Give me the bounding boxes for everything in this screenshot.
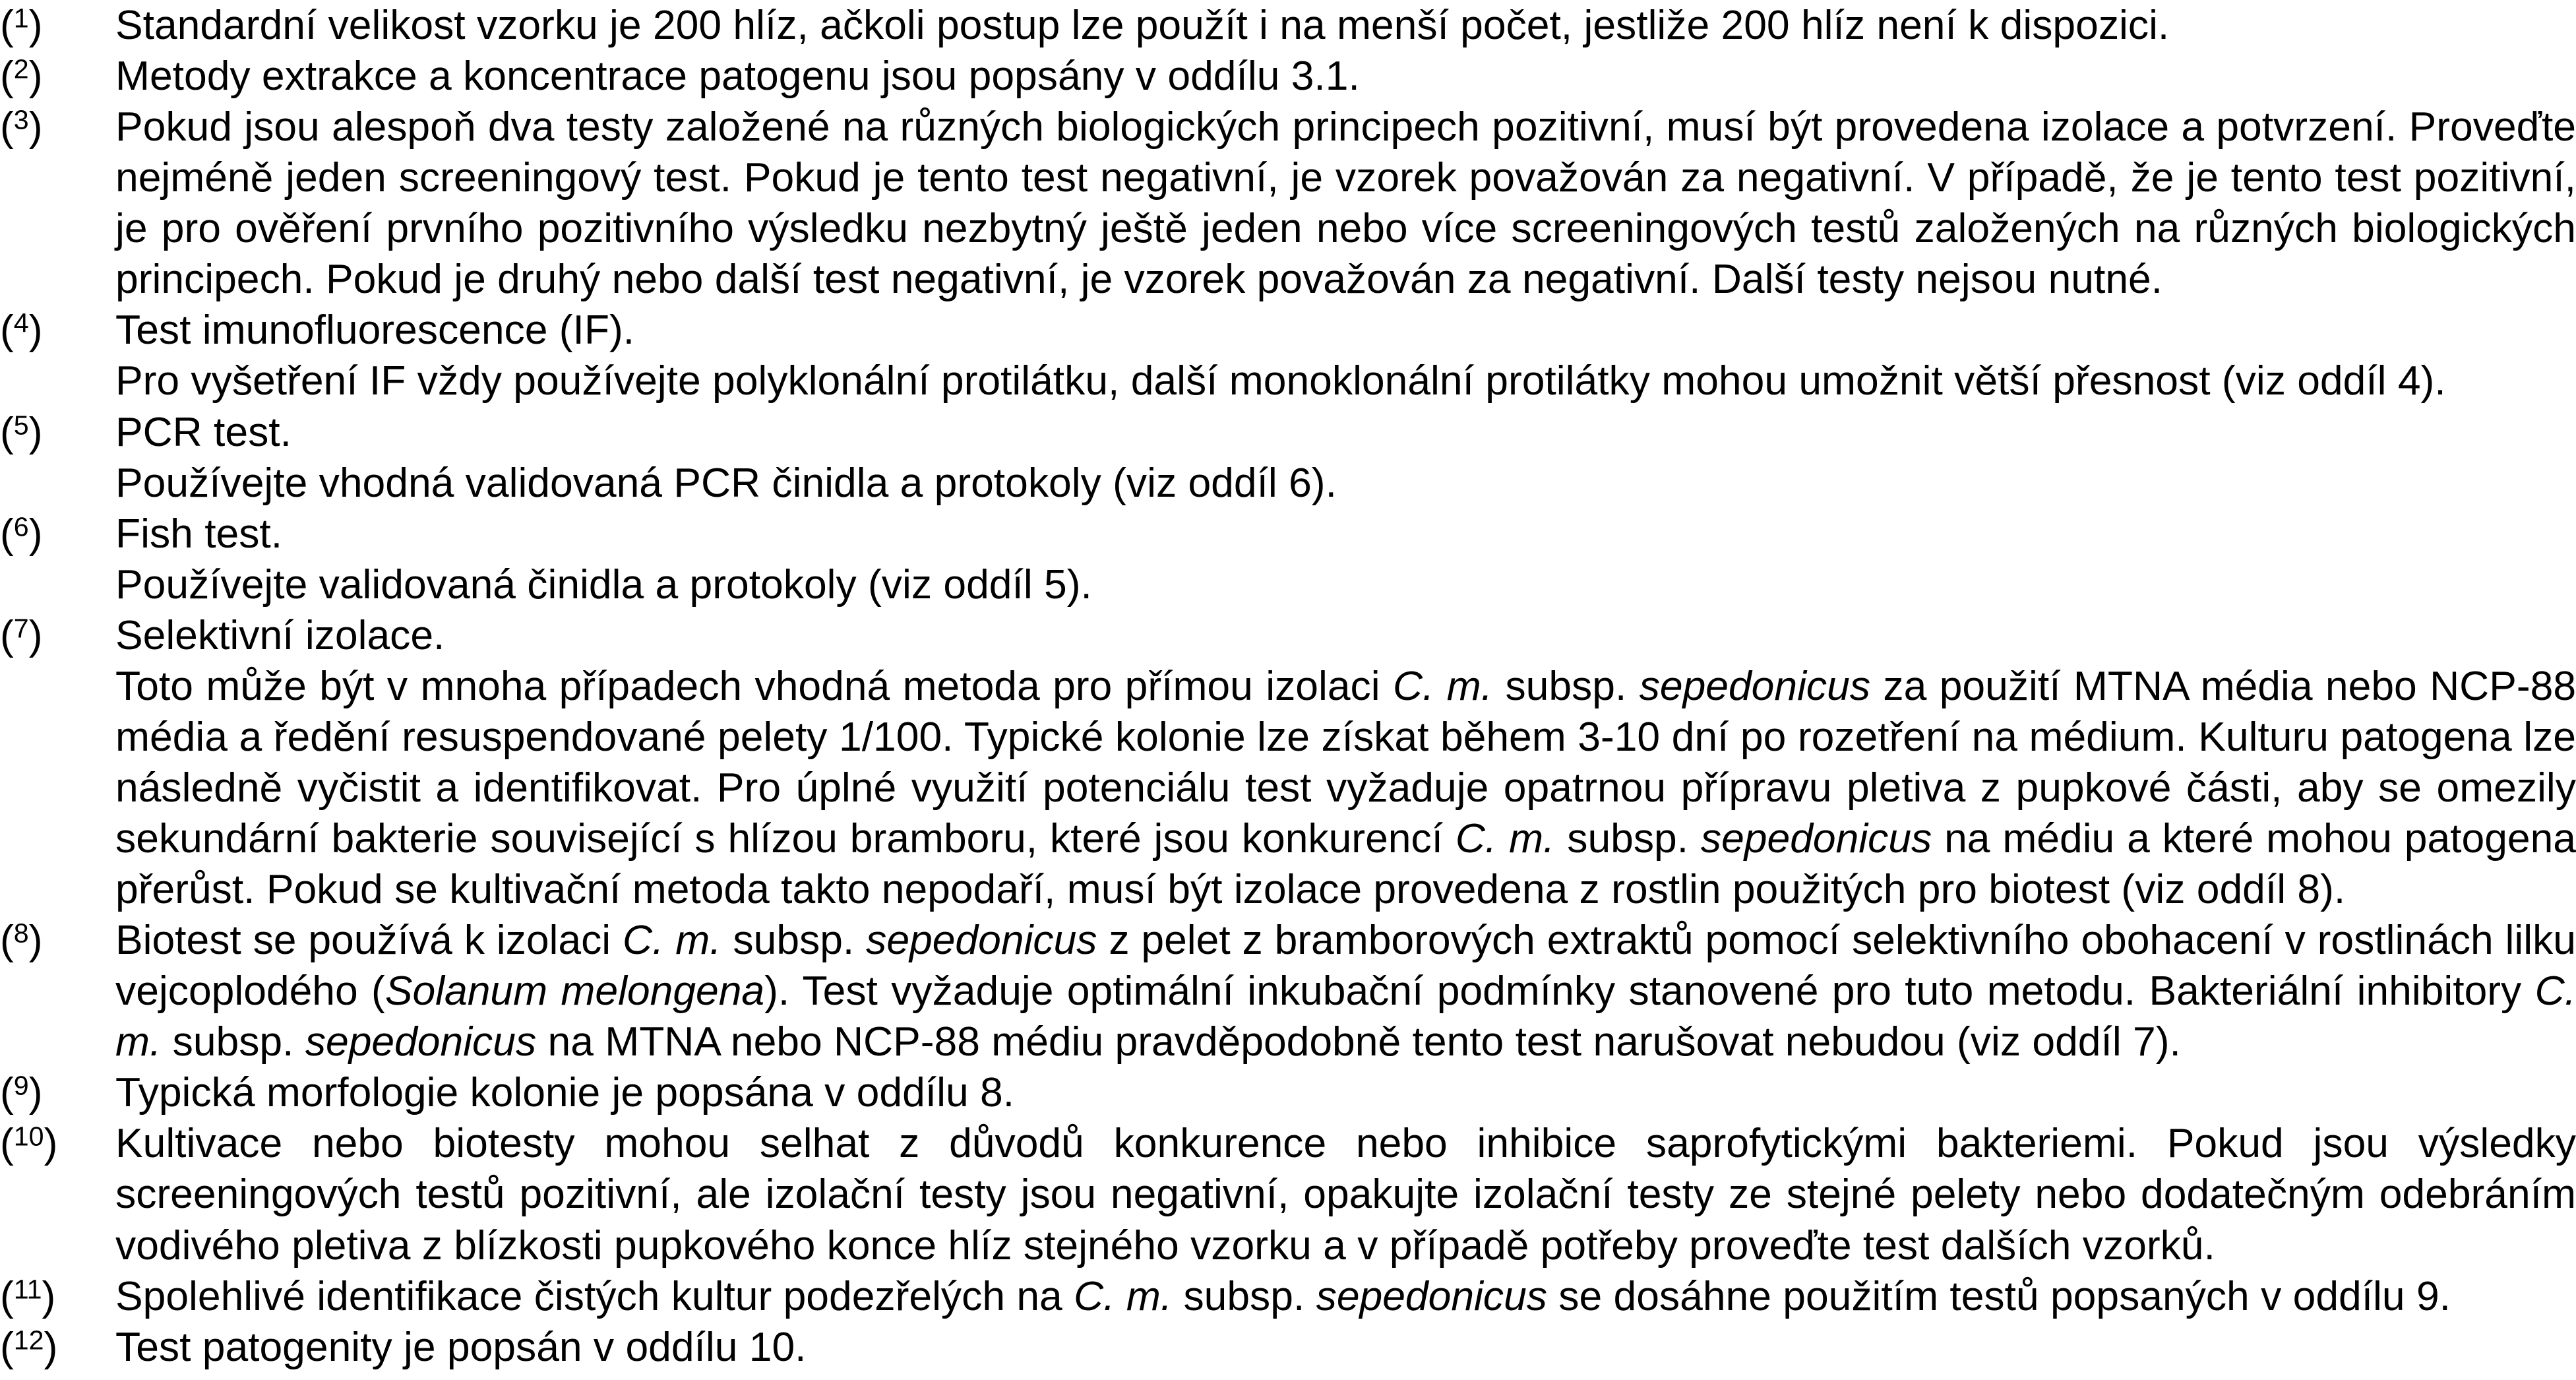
footnote-body: [115, 102, 2576, 305]
footnote-marker: ($^8$): [0, 918, 43, 964]
footnote-marker: ($^2$): [0, 53, 43, 100]
text-run: na médiu a které mohou patogena přerůst. Pokud se kultivační metoda takto nepodaří, musí být izolace provedena z rostlin použitých pro biotest (viz oddíl 8).: [115, 816, 2576, 913]
footnote-body: [115, 509, 2576, 610]
footnote-paragraph: [115, 305, 2576, 356]
scientific-name: sepedonicus: [1700, 816, 1932, 862]
footnote-body: [115, 305, 2576, 406]
footnote-body: [115, 610, 2576, 915]
text-run: za použití MTNA média nebo NCP-88 média a ředění resuspendované pelety 1/100. Typické kolonie lze získat během 3-10 dní po rozetření na médium. Kulturu patogena lze následně vyčistit a identifikovat. Pro úplné využití potenciálu test vyžaduje opatrnou přípravu pletiva z pupkové části, aby se omezily sekundární bakterie související s hlízou bramboru, které jsou konkurencí: [115, 663, 2576, 862]
footnote-marker: ($^1$): [0, 3, 43, 48]
footnote-marker-number: 4: [13, 308, 29, 339]
text-run: Spolehlivé identifikace čistých kultur podezřelých na: [115, 1273, 1074, 1319]
text-run: Fish test.: [115, 511, 283, 557]
footnote-marker: ($^{10}$): [0, 1121, 58, 1167]
footnote-item: [0, 1271, 2576, 1322]
footnote-marker: ($^6$): [0, 511, 43, 557]
footnote-body: [115, 1322, 2576, 1373]
footnote-paragraph: [115, 559, 2576, 610]
text-run: Pro vyšetření IF vždy používejte polyklonální protilátku, další monoklonální protilátky mohou umožnit větší přesnost (viz oddíl 4).: [115, 358, 2446, 404]
scientific-name: C. m.: [1074, 1273, 1173, 1319]
footnote-marker-number: 1: [13, 3, 29, 34]
scientific-name: C. m.: [1392, 663, 1493, 709]
footnote-marker-number: 11: [13, 1274, 42, 1305]
footnote-paragraph: [115, 915, 2576, 1067]
footnote-body: [115, 1118, 2576, 1270]
scientific-name: C. m.: [623, 918, 721, 964]
scientific-name: Solanum melongena: [384, 968, 765, 1015]
footnote-marker-number: 2: [13, 53, 29, 84]
footnote-paragraph: [115, 509, 2576, 559]
footnote-marker-number: 10: [13, 1121, 44, 1152]
footnote-body: [115, 0, 2576, 51]
footnote-item: [0, 915, 2576, 1067]
text-run: Metody extrakce a koncentrace patogenu jsou popsány v oddílu 3.1.: [115, 53, 1360, 100]
footnote-marker-number: 6: [13, 511, 29, 542]
text-run: Test patogenity je popsán v oddílu 10.: [115, 1324, 807, 1370]
footnote-paragraph: [115, 0, 2576, 51]
scientific-name: sepedonicus: [1316, 1273, 1547, 1319]
footnote-paragraph: [115, 1118, 2576, 1270]
text-run: ). Test vyžaduje optimální inkubační podmínky stanovené pro tuto metodu. Bakteriální inhibitory: [764, 968, 2535, 1015]
footnote-marker: ($^3$): [0, 104, 43, 150]
footnote-marker-number: 8: [13, 918, 29, 949]
footnote-item: [0, 102, 2576, 305]
footnote-item: [0, 305, 2576, 406]
footnote-item: [0, 1322, 2576, 1373]
footnote-paragraph: [115, 407, 2576, 458]
text-run: Selektivní izolace.: [115, 612, 445, 658]
scientific-name: C. m.: [1455, 816, 1555, 862]
text-run: se dosáhne použitím testů popsaných v oddílu 9.: [1547, 1273, 2451, 1319]
footnote-marker-number: 9: [13, 1071, 29, 1102]
footnote-paragraph: [115, 1322, 2576, 1373]
footnote-marker: ($^9$): [0, 1070, 43, 1116]
footnote-paragraph: [115, 1067, 2576, 1118]
text-run: Používejte vhodná validovaná PCR činidla a protokoly (viz oddíl 6).: [115, 460, 1337, 506]
footnote-marker-number: 7: [13, 613, 29, 644]
text-run: z pelet z bramborových extraktů pomocí selektivního obohacení v rostlinách lilku vejcoplodého (: [115, 918, 2576, 1015]
text-run: Toto může být v mnoha případech vhodná metoda pro přímou izolaci: [115, 663, 1393, 709]
footnote-marker-number: 12: [13, 1325, 44, 1356]
text-run: subsp.: [1492, 663, 1640, 709]
footnote-body: [115, 407, 2576, 509]
footnote-paragraph: [115, 102, 2576, 305]
text-run: na MTNA nebo NCP-88 médiu pravděpodobně tento test narušovat nebudou (viz oddíl 7).: [536, 1019, 2181, 1065]
footnote-paragraph: [115, 610, 2576, 661]
footnote-paragraph: [115, 1271, 2576, 1322]
footnote-item: [0, 509, 2576, 610]
scientific-name: sepedonicus: [1639, 663, 1871, 709]
footnote-marker: ($^7$): [0, 612, 43, 658]
footnote-body: [115, 1271, 2576, 1322]
footnote-marker: ($^{11}$): [0, 1273, 56, 1319]
footnote-item: [0, 51, 2576, 102]
text-run: Pokud jsou alespoň dva testy založené na různých biologických principech pozitivní, musí být provedena izolace a potvrzení. Proveďte nejméně jeden screeningový test. Pokud je tento test negativní, je vzorek považován za negativní. V případě, že je tento test pozitivní, je pro ověření prvního pozitivního výsledku nezbytný ještě jeden nebo více screeningových testů založených na různých biologických principech. Pokud je druhý nebo další test negativní, je vzorek považován za negativní. Další testy nejsou nutné.: [115, 104, 2576, 303]
footnote-body: [115, 1067, 2576, 1118]
text-run: Biotest se používá k izolaci: [115, 918, 623, 964]
footnote-paragraph: [115, 661, 2576, 915]
footnote-item: [0, 1067, 2576, 1118]
footnote-item: [0, 407, 2576, 509]
footnote-body: [115, 51, 2576, 102]
footnote-marker-number: 5: [13, 410, 29, 441]
text-run: subsp.: [1172, 1273, 1316, 1319]
text-run: Typická morfologie kolonie je popsána v oddílu 8.: [115, 1070, 1015, 1116]
footnote-marker: ($^5$): [0, 409, 43, 455]
text-run: Standardní velikost vzorku je 200 hlíz, ačkoli postup lze použít i na menší počet, jestliže 200 hlíz není k dispozici.: [115, 3, 2170, 48]
scientific-name: C. m.: [115, 968, 2576, 1065]
footnote-body: [115, 915, 2576, 1067]
footnote-item: [0, 1118, 2576, 1270]
footnote-marker: ($^{12}$): [0, 1324, 58, 1370]
text-run: Kultivace nebo biotesty mohou selhat z důvodů konkurence nebo inhibice saprofytickými bakteriemi. Pokud jsou výsledky screeningových testů pozitivní, ale izolační testy jsou negativní, opakujte izolační testy ze stejné pelety nebo dodatečným odebráním vodivého pletiva z blízkosti pupkového konce hlíz stejného vzorku a v případě potřeby proveďte test dalších vzorků.: [115, 1121, 2576, 1269]
scientific-name: sepedonicus: [866, 918, 1097, 964]
text-run: Používejte validovaná činidla a protokoly (viz oddíl 5).: [115, 561, 1092, 608]
scientific-name: sepedonicus: [305, 1019, 537, 1065]
footnote-paragraph: [115, 458, 2576, 509]
text-run: subsp.: [1554, 816, 1701, 862]
text-run: subsp.: [161, 1019, 305, 1065]
text-run: PCR test.: [115, 409, 291, 455]
text-run: subsp.: [721, 918, 867, 964]
text-run: Test imunofluorescence (IF).: [115, 307, 635, 354]
footnote-marker-number: 3: [13, 104, 29, 135]
footnote-marker: ($^4$): [0, 307, 43, 354]
footnote-item: [0, 0, 2576, 51]
footnote-item: [0, 610, 2576, 915]
footnote-paragraph: [115, 51, 2576, 102]
footnote-paragraph: [115, 356, 2576, 406]
